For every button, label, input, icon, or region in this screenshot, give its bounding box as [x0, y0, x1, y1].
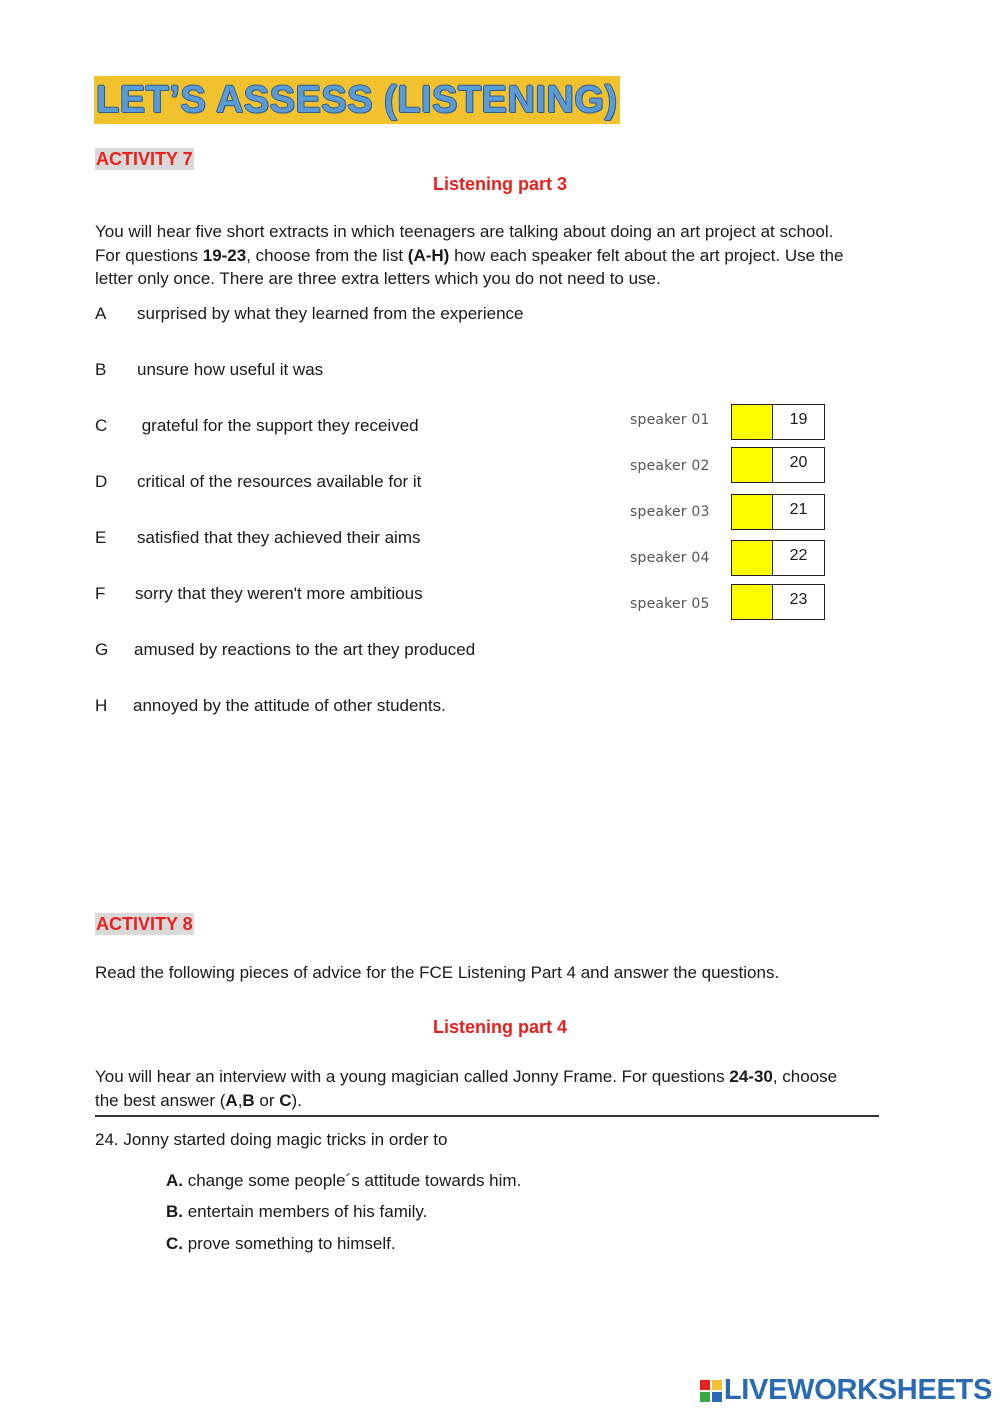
logo-square	[700, 1392, 710, 1402]
speaker-02-label: speaker 02	[630, 458, 710, 474]
question-number: 21	[789, 501, 808, 518]
activity-8-intro	[95, 1065, 910, 1112]
answer-box-23	[731, 584, 825, 620]
option-e: E satisfied that they achieved their aims	[95, 528, 421, 547]
speaker-04-label: speaker 04	[630, 550, 710, 566]
option-a: A surprised by what they learned from the experience	[95, 304, 524, 323]
divider-line	[95, 1115, 879, 1117]
listening-part-4-title: Listening part 4	[432, 1017, 567, 1037]
answer-box-21	[731, 494, 825, 530]
choice-a[interactable]: A. change some people´s attitude towards him.	[166, 1171, 522, 1190]
choice-b[interactable]: B. entertain members of his family.	[166, 1202, 428, 1221]
answer-input-23[interactable]	[732, 585, 773, 619]
instructions-line-2: For questions 19-23, choose from the list (A-H) how each speaker felt about the art project. Use the	[95, 245, 844, 265]
answer-box-20	[731, 447, 825, 483]
answer-input-20[interactable]	[732, 448, 773, 482]
question-number: 19	[789, 411, 808, 428]
question-number: 20	[789, 454, 808, 471]
option-g: G amused by reactions to the art they produced	[95, 640, 476, 659]
page-title: LET’S ASSESS (LISTENING)	[94, 76, 620, 124]
question-24: 24. Jonny started doing magic tricks in order to	[95, 1130, 448, 1149]
question-number: 23	[789, 591, 808, 608]
listening-part-3-title: Listening part 3	[432, 174, 567, 194]
option-f: F sorry that they weren't more ambitious	[95, 584, 423, 603]
intro-line-2: the best answer (A,B or C).	[95, 1090, 302, 1110]
logo-square	[712, 1392, 722, 1402]
activity-7-label: ACTIVITY 7	[96, 149, 193, 169]
answer-box-22	[731, 540, 825, 576]
intro-line-1: You will hear an interview with a young magician called Jonny Frame. For questions 24-30, choose	[95, 1067, 838, 1086]
instructions-line-1: You will hear five short extracts in which teenagers are talking about doing an art project at school.	[95, 222, 834, 241]
answer-input-22[interactable]	[732, 541, 773, 575]
logo-icon	[700, 1380, 722, 1402]
answer-input-19[interactable]	[732, 405, 773, 439]
logo-text: LIVEWORKSHEETS	[723, 1374, 992, 1406]
answer-box-19	[731, 404, 825, 440]
speaker-05-label: speaker 05	[630, 596, 710, 612]
activity-8-label: ACTIVITY 8	[96, 914, 193, 934]
option-h: H annoyed by the attitude of other students.	[95, 696, 446, 715]
question-number: 22	[789, 547, 808, 564]
liveworksheets-logo	[700, 1374, 992, 1407]
option-d: D critical of the resources available for it	[95, 472, 422, 491]
activity-7-instructions	[95, 220, 910, 291]
speaker-03-label: speaker 03	[630, 504, 710, 520]
logo-square	[700, 1380, 710, 1390]
option-b: B unsure how useful it was	[95, 360, 324, 379]
instructions-line-3: letter only once. There are three extra letters which you do not need to use.	[95, 269, 661, 288]
logo-square	[712, 1380, 722, 1390]
choice-c[interactable]: C. prove something to himself.	[166, 1234, 396, 1253]
speaker-01-label: speaker 01	[630, 412, 710, 428]
answer-input-21[interactable]	[732, 495, 773, 529]
activity-8-instructions: Read the following pieces of advice for the FCE Listening Part 4 and answer the questions.	[95, 963, 780, 982]
option-c: C grateful for the support they received	[95, 416, 419, 435]
